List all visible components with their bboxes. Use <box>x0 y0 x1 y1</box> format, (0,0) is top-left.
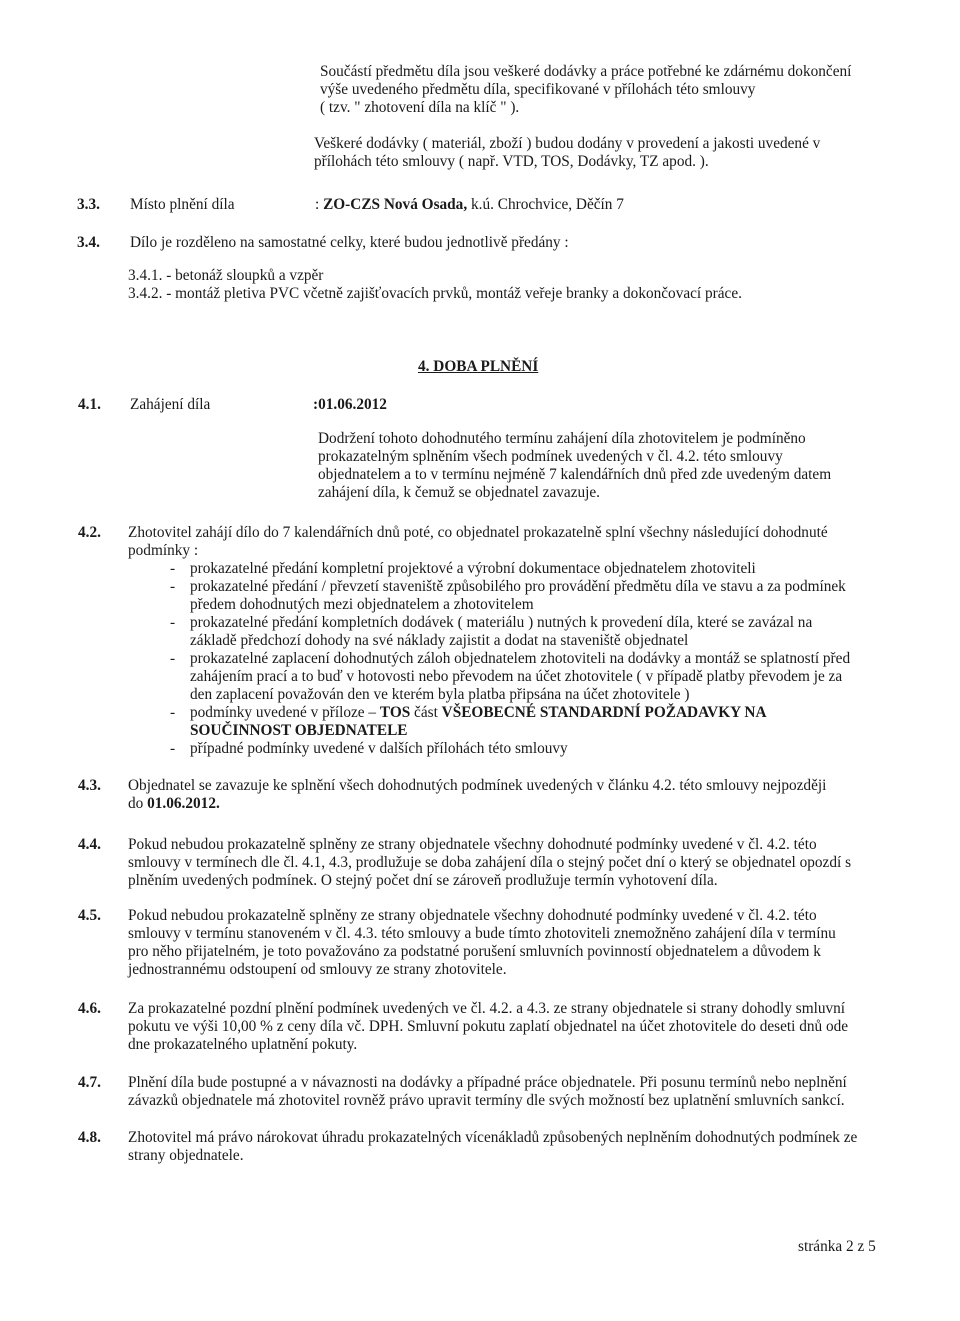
section-4-5-text <box>128 907 888 979</box>
section-number-4-4: 4.4. <box>78 836 101 853</box>
text-fragment: do <box>128 795 148 812</box>
intro-paragraph-1 <box>320 63 851 117</box>
text-line: přílohách této smlouvy ( např. VTD, TOS, Dodávky, TZ apod. ). <box>314 153 709 170</box>
list-item <box>168 704 888 740</box>
section-4-8-text <box>128 1129 888 1165</box>
text-line: Pokud nebudou prokazatelně splněny ze strany objednatele všechny dohodnuté podmínky uvedené v čl. 4.2. této <box>128 907 817 924</box>
section-4-6-text <box>128 1000 888 1054</box>
list-item <box>168 578 888 614</box>
text-line: prokazatelným splněním všech podmínek uvedených v čl. 4.2. této smlouvy <box>318 448 783 465</box>
start-date: :01.06.2012 <box>313 396 387 413</box>
page-number: stránka 2 z 5 <box>798 1238 876 1255</box>
text-line: den zaplacení považován den ve kterém byla platba připsána na účet zhotovitele ) <box>190 686 690 703</box>
section-4-2-intro <box>128 524 888 560</box>
text-line: předem dohodnutých mezi objednatelem a zhotovitelem <box>190 596 534 613</box>
text-line: plněním uvedených podmínek. O stejný počet dní se zároveň prodlužuje termín vyhotovení díla. <box>128 872 718 889</box>
text-line: Pokud nebudou prokazatelně splněny ze strany objednatele všechny dohodnuté podmínky uvedené v čl. 4.2. této <box>128 836 817 853</box>
text-line: podmínky : <box>128 542 199 559</box>
text-line: - prokazatelné předání / převzetí staveniště způsobilého pro provádění předmětu díla ve stavu a za podmínek <box>190 578 846 595</box>
text-line: - prokazatelné předání kompletních dodávek ( materiálu ) nutných k provedení díla, které se zavázal na <box>190 614 813 631</box>
section-4-1-paragraph <box>318 430 831 502</box>
list-item <box>168 614 888 650</box>
text-line: jednostrannému odstoupení od smlouvy ze strany zhotovitele. <box>128 961 507 978</box>
conditions-list <box>168 560 888 758</box>
text-line: závazků objednatele má zhotovitel rovněž právo upravit termíny dle svých možností bez uplatnění smluvních sankcí. <box>128 1092 845 1109</box>
text-line: objednatelem a to v termínu nejméně 7 kalendářních dnů před zde uvedeným datem <box>318 466 832 483</box>
text-line <box>128 795 888 813</box>
standard-title-cont: SOUČINNOST OBJEDNATELE <box>190 722 408 739</box>
place-name: ZO-CZS Nová Osada, <box>323 196 468 213</box>
text-line: případné podmínky uvedené v dalších přílohách této smlouvy <box>190 740 568 757</box>
text-line: základě předchozí dohody na své náklady zajistit a dodat na staveniště objednatel <box>190 632 689 649</box>
section-4-4-text <box>128 836 888 890</box>
section-number-3-4: 3.4. <box>77 234 100 251</box>
place-value <box>315 196 624 214</box>
text-line: prokazatelné předání kompletní projektové a výrobní dokumentace objednatelem zhotoviteli <box>190 560 756 577</box>
text-line: smlouvy v termínech dle čl. 4.1, 4.3, prodlužuje se doba zahájení díla o stejný počet dní o který se objednatel opozdí s <box>128 854 852 871</box>
text-line: Součástí předmětu díla jsou veškeré dodávky a práce potřebné ke zdárnému dokončení <box>320 63 852 80</box>
section-number-4-7: 4.7. <box>78 1074 101 1091</box>
text-line: zahájení díla, k čemuž se objednatel zavazuje. <box>318 484 600 501</box>
text-line: Veškeré dodávky ( materiál, zboží ) budou dodány v provedení a jakosti uvedené v <box>314 135 821 152</box>
text-line: strany objednatele. <box>128 1147 244 1164</box>
section-number-4-3: 4.3. <box>78 777 101 794</box>
section-4-3-text <box>128 777 888 813</box>
section-4-7-text <box>128 1074 888 1110</box>
text-fragment: část <box>410 704 442 721</box>
intro-paragraph-2 <box>314 135 820 171</box>
text-line: Zhotovitel má právo nárokovat úhradu prokazatelných vícenákladů způsobených neplněním dohodnutých podmínek ze <box>128 1129 858 1146</box>
list-item <box>168 560 888 578</box>
section-number-3-3: 3.3. <box>77 196 100 213</box>
text-line: - prokazatelné zaplacení dohodnutých záloh objednatelem zhotoviteli na dodávky a montáž se splatností před <box>190 650 851 667</box>
text-line: Objednatel se zavazuje ke splnění všech dohodnutých podmínek uvedených v článku 4.2. této smlouvy nejpozději <box>128 777 827 794</box>
attachment-ref: TOS <box>379 704 411 721</box>
list-item <box>168 650 888 704</box>
text-fragment: podmínky uvedené v příloze – <box>190 704 380 721</box>
deadline-date: 01.06.2012. <box>147 795 220 812</box>
start-label: Zahájení díla <box>130 396 211 413</box>
text-line: Za prokazatelné pozdní plnění podmínek uvedených ve čl. 4.2. a 4.3. ze strany objednatele si strany dohodly smluvní <box>128 1000 846 1017</box>
sub-item-3-4-2: 3.4.2. - montáž pletiva PVC včetně zajišťovacích prvků, montáž veřeje branky a dokončovací práce. <box>128 285 742 302</box>
text-line: výše uvedeného předmětu díla, specifikované v přílohách této smlouvy <box>320 81 756 98</box>
text-line: pro něho přijatelném, je toto považováno za podstatné porušení smluvních povinností objednatelem a důvodem k <box>128 943 821 960</box>
text-line: Zhotovitel zahájí dílo do 7 kalendářních dnů poté, co objednatel prokazatelně splní všechny následující dohodnuté <box>128 524 828 541</box>
chapter-heading: 4. DOBA PLNĚNÍ <box>418 358 539 375</box>
section-number-4-2: 4.2. <box>78 524 101 541</box>
text-line: ( tzv. " zhotovení díla na klíč " ). <box>320 99 520 116</box>
text-line: Plnění díla bude postupné a v návaznosti na dodávky a případné práce objednatele. Při posunu termínů nebo neplnění <box>128 1074 847 1091</box>
section-number-4-6: 4.6. <box>78 1000 101 1017</box>
sub-item-3-4-1: 3.4.1. - betonáž sloupků a vzpěr <box>128 267 324 284</box>
section-number-4-1: 4.1. <box>78 396 101 413</box>
text-line: smlouvy v termínu stanoveném v čl. 4.3. této smlouvy a bude tímto zhotoviteli znemožněno zahájení díla v termínu <box>128 925 836 942</box>
text-line: zahájením prací a to buď v hotovosti nebo převodem na účet zhotovitele ( v případě platby převodem je za <box>190 668 843 685</box>
text-line <box>190 704 888 722</box>
text-line: dne prokazatelného uplatnění pokuty. <box>128 1036 358 1053</box>
section-number-4-5: 4.5. <box>78 907 101 924</box>
text-line: Dodržení tohoto dohodnutého termínu zahájení díla zhotovitelem je podmíněno <box>318 430 806 447</box>
place-label: Místo plnění díla <box>130 196 235 213</box>
place-detail: k.ú. Chrochvice, Děčín 7 <box>467 196 624 213</box>
section-number-4-8: 4.8. <box>78 1129 101 1146</box>
list-item <box>168 740 888 758</box>
standard-title: VŠEOBECNÉ STANDARDNÍ POŽADAVKY NA <box>441 704 767 721</box>
text-line: pokutu ve výši 10,00 % z ceny díla vč. DPH. Smluvní pokutu zaplatí objednatel na účet zhotovitele do deseti dnů ode <box>128 1018 849 1035</box>
colon: : <box>315 196 320 213</box>
section-3-4-text: Dílo je rozděleno na samostatné celky, které budou jednotlivě předány : <box>130 234 569 251</box>
